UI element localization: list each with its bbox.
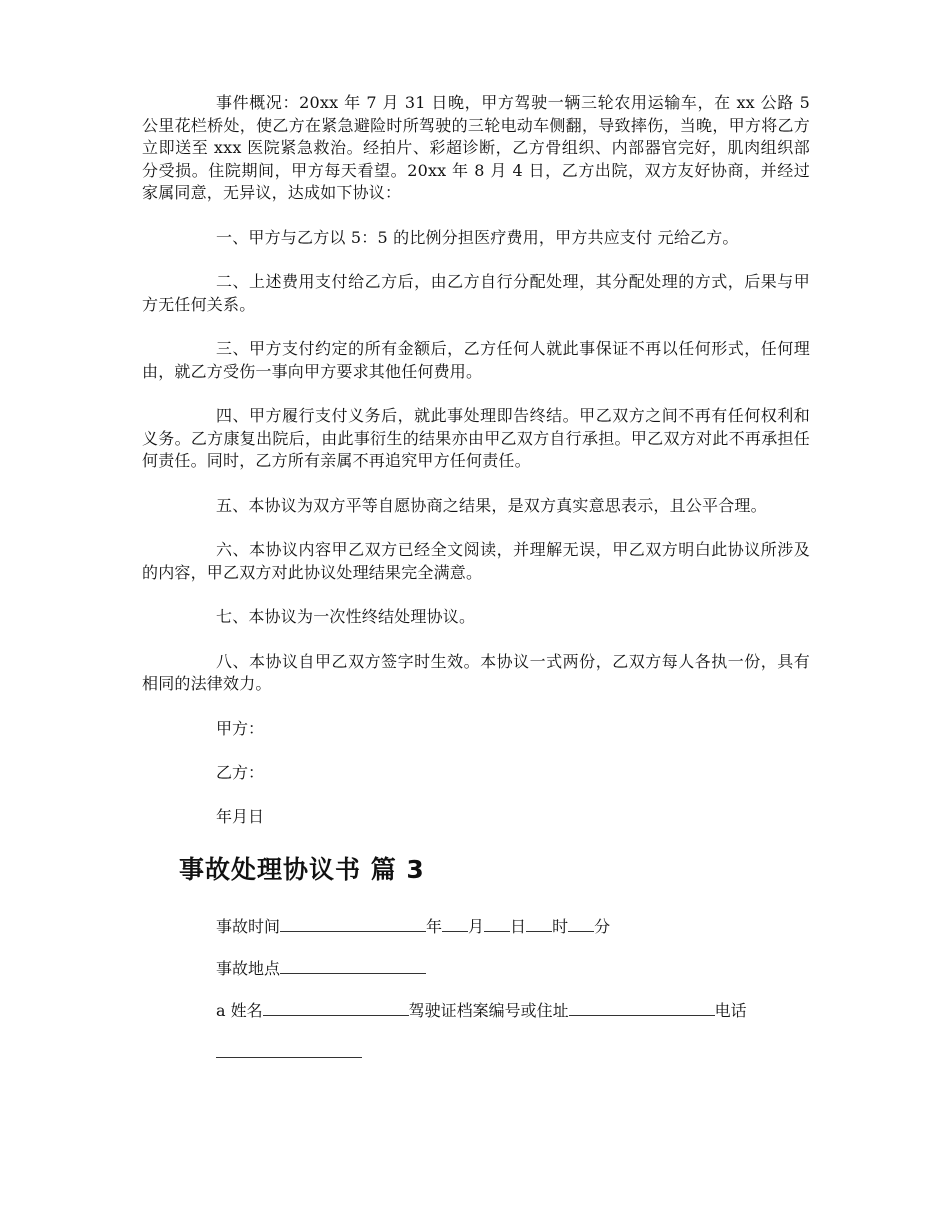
clause-4-paragraph: 四、甲方履行支付义务后，就此事处理即告终结。甲乙双方之间不再有任何权利和义务。乙方康复出院后，由此事衍生的结果亦由甲乙双方自行承担。甲乙双方对此不再承担任何责任。同时，乙方所有亲属不再追究甲方任何责任。 <box>142 406 810 470</box>
party-a-info-row <box>216 1000 810 1022</box>
phone-row <box>216 1042 810 1064</box>
day-label: 日 <box>510 916 527 936</box>
a-name-label: a 姓名 <box>216 1000 263 1020</box>
accident-place-blank <box>280 959 426 974</box>
license-blank <box>569 1001 715 1016</box>
accident-place-label: 事故地点 <box>216 958 281 978</box>
phone-label: 电话 <box>714 1000 747 1020</box>
incident-summary-paragraph: 事件概况：20xx 年 7 月 31 日晚，甲方驾驶一辆三轮农用运输车，在 xx 公路 5 公里花栏桥处，使乙方在紧急避险时所驾驶的三轮电动车侧翻，导致摔伤，当晚，甲方将乙方立即送至 xxx 医院紧急救治。经拍片、彩超诊断，乙方骨组织、内部器官完好，肌肉组织部分受损。住院期间，甲方每天看望。20xx 年 8 月 4 日，乙方出院，双方友好协商，并经过家属同意，无异议，达成如下协议： <box>142 93 810 202</box>
clause-7-paragraph: 七、本协议为一次性终结处理协议。 <box>216 607 476 626</box>
year-label: 年 <box>426 916 443 936</box>
clause-2-paragraph: 二、上述费用支付给乙方后，由乙方自行分配处理，其分配处理的方式，后果与甲方无任何关系。 <box>142 272 810 314</box>
license-label: 驾驶证档案编号或住址 <box>408 1000 569 1020</box>
a-name-blank <box>263 1001 409 1016</box>
hour-label: 时 <box>552 916 569 936</box>
clause-6-paragraph: 六、本协议内容甲乙双方已经全文阅读，并理解无误，甲乙双方明白此协议所涉及的内容，甲乙双方对此协议处理结果完全满意。 <box>142 540 810 582</box>
party-b-signature-label: 乙方： <box>216 762 265 782</box>
clause-5-paragraph: 五、本协议为双方平等自愿协商之结果，是双方真实意思表示，且公平合理。 <box>216 495 767 515</box>
clause-1-paragraph: 一、甲方与乙方以 5：5 的比例分担医疗费用，甲方共应支付 元给乙方。 <box>216 227 739 247</box>
accident-place-row <box>216 958 810 980</box>
day-blank <box>484 917 510 932</box>
clause-8-paragraph: 八、本协议自甲乙双方签字时生效。本协议一式两份，乙双方每人各执一份，具有相同的法律效力。 <box>142 651 810 693</box>
signature-date-label: 年月日 <box>216 806 265 826</box>
hour-blank <box>526 917 552 932</box>
clause-3-paragraph: 三、甲方支付约定的所有金额后，乙方任何人就此事保证不再以任何形式，任何理由，就乙方受伤一事向甲方要求其他任何费用。 <box>142 339 810 381</box>
party-a-signature-label: 甲方： <box>216 718 265 738</box>
document-page <box>142 92 810 1084</box>
month-blank <box>442 917 468 932</box>
accident-time-row <box>216 916 810 938</box>
section-3-heading: 事故处理协议书 篇 3 <box>179 854 425 884</box>
phone-blank <box>216 1043 362 1058</box>
accident-time-label: 事故时间 <box>216 916 281 936</box>
month-label: 月 <box>468 916 485 936</box>
minute-blank <box>568 917 594 932</box>
minute-label: 分 <box>594 916 611 936</box>
accident-time-blank <box>280 917 426 932</box>
